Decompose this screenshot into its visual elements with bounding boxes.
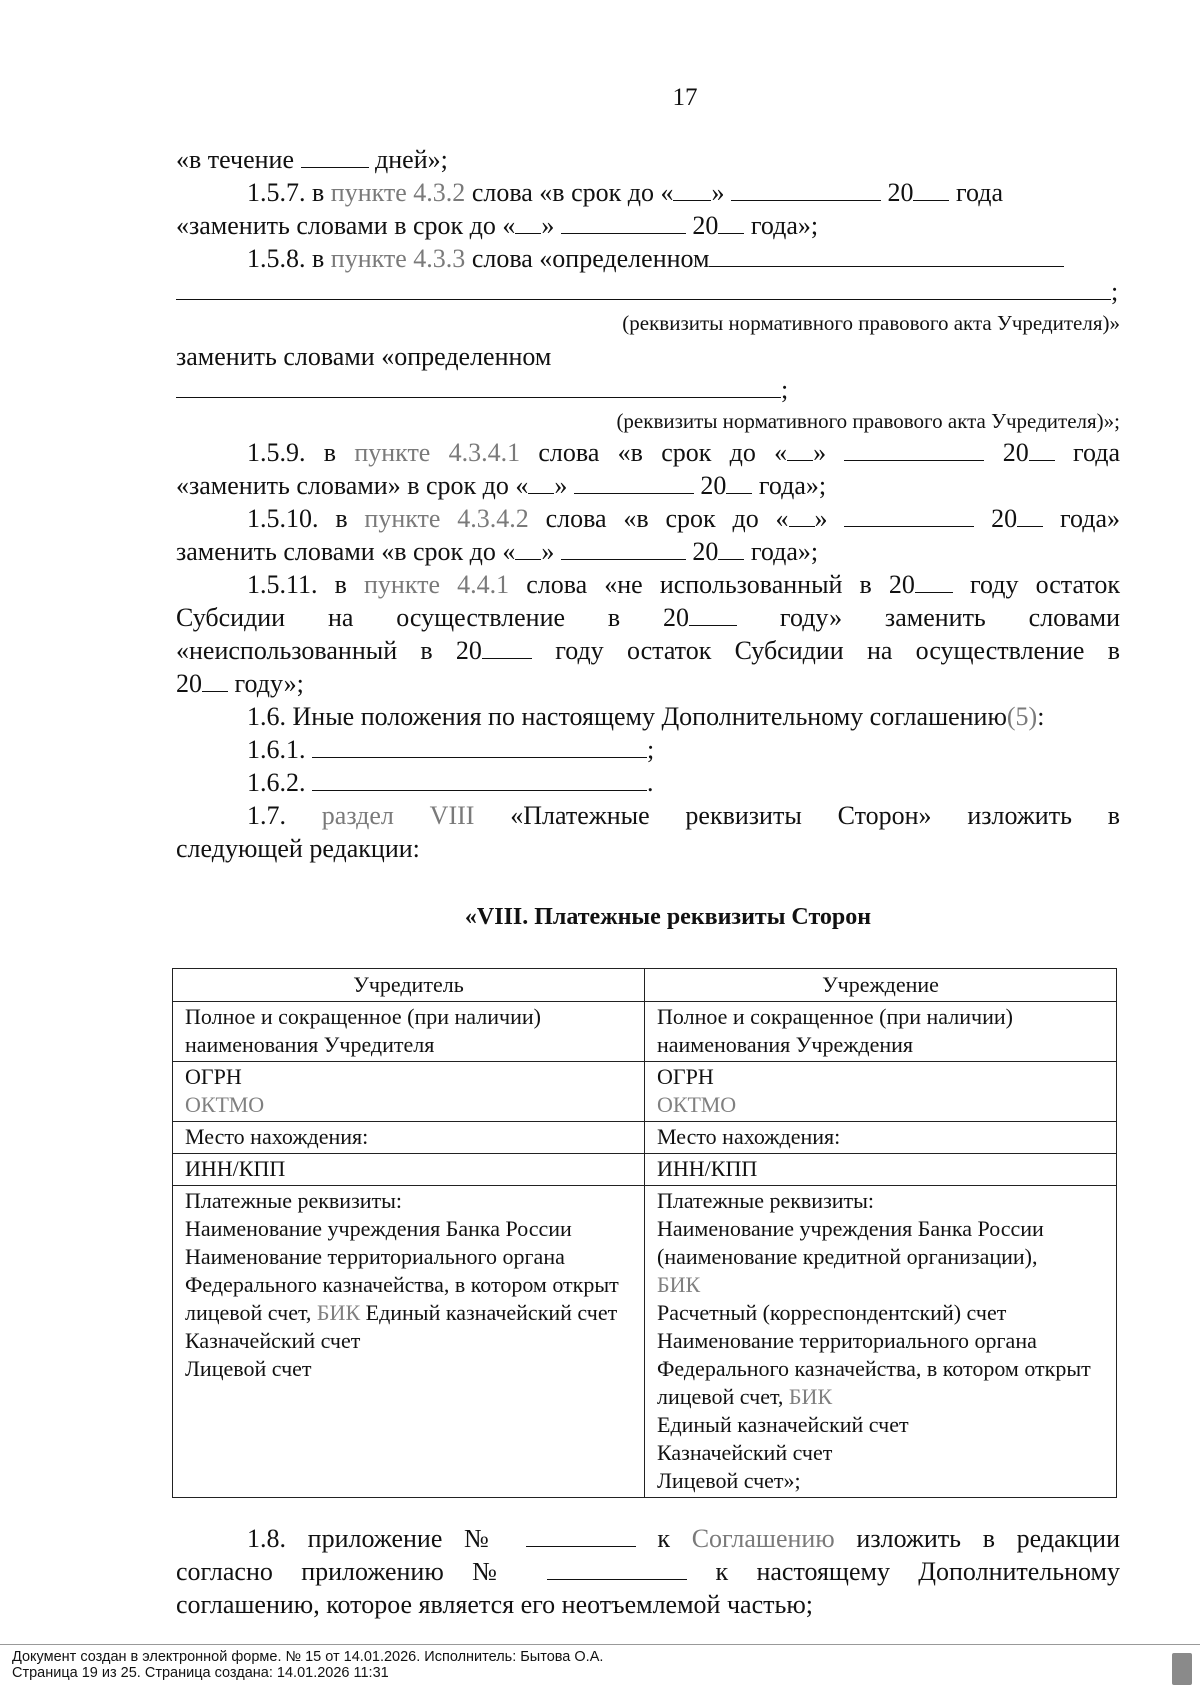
header-institution: Учреждение	[645, 969, 1117, 1002]
blank-line	[574, 471, 694, 494]
text: 1.5.10. в	[247, 504, 365, 533]
paragraph-1-5-9	[176, 436, 1120, 469]
text: .	[647, 768, 654, 797]
text: изложить в редакции	[834, 1524, 1120, 1553]
agreement-link[interactable]: Соглашению	[691, 1524, 835, 1553]
paragraph-1-5-7	[176, 176, 1120, 209]
blank-line	[515, 211, 541, 234]
text: »	[554, 471, 574, 500]
text: слова «в срок до «	[465, 178, 674, 207]
text: Наименование учреждения Банка России	[185, 1216, 572, 1241]
footer-divider	[0, 1644, 1200, 1645]
text: 1.6.1.	[247, 735, 312, 764]
barcode-icon	[1172, 1653, 1192, 1685]
text: Наименование учреждения Банка России (наименование кредитной организации),	[657, 1216, 1044, 1269]
text: году» заменить словами	[737, 603, 1121, 632]
cell-institution-address: Место нахождения:	[645, 1122, 1117, 1154]
paragraph-1-8	[176, 1522, 1120, 1555]
text: 20	[984, 438, 1029, 467]
cell-institution-ogrn	[645, 1062, 1117, 1122]
blank-line	[844, 438, 984, 461]
text: согласно приложению №	[176, 1557, 548, 1586]
section-title: «VIII. Платежные реквизиты Сторон	[464, 904, 872, 930]
blank-line	[526, 1524, 636, 1547]
text: :	[1037, 702, 1045, 731]
text: 1.5.8. в	[247, 244, 331, 273]
text: Платежные реквизиты:	[657, 1188, 875, 1213]
paragraph-1-6	[176, 700, 1120, 733]
clause-link-4-4-1[interactable]: пункте 4.4.1	[364, 570, 510, 599]
text: «заменить словами в срок до «	[176, 211, 516, 240]
paragraph-1-8-block	[176, 1522, 1120, 1621]
text: Казначейский счет	[657, 1440, 833, 1465]
ogrn-label: ОГРН	[185, 1064, 242, 1089]
text: года	[949, 178, 1004, 207]
blank-line	[673, 178, 711, 201]
text	[185, 1243, 632, 1355]
text: года	[1054, 438, 1121, 467]
text: »	[541, 211, 561, 240]
blank-line	[726, 471, 752, 494]
text: 20	[176, 669, 202, 698]
text: Расчетный (корреспондентский) счет	[657, 1300, 1007, 1325]
blank-line	[202, 669, 228, 692]
text: года»;	[744, 211, 819, 240]
text: 20	[685, 537, 719, 566]
text: Наименование территориального органа Федерального казначейства, в котором открыт лицевой счет,	[657, 1328, 1091, 1409]
paragraph-1-7	[176, 799, 1120, 832]
paragraph-1-5-11-line4	[176, 667, 1120, 700]
table-row	[173, 1186, 1117, 1498]
blank-line	[547, 1557, 687, 1580]
ogrn-label: ОГРН	[657, 1064, 714, 1089]
cell-founder-payment	[173, 1186, 645, 1498]
paragraph-1-5-11	[176, 568, 1120, 601]
table-header-row	[173, 969, 1117, 1002]
cell-founder-inn: ИНН/КПП	[173, 1154, 645, 1186]
text: 1.7.	[247, 801, 322, 830]
blank-line	[176, 375, 781, 398]
text: «заменить словами» в срок до «	[176, 471, 529, 500]
text: заменить словами «в срок до «	[176, 537, 516, 566]
text: »	[541, 537, 561, 566]
blank-line	[312, 735, 647, 758]
blank-line	[1029, 438, 1055, 461]
cell-founder-ogrn	[173, 1062, 645, 1122]
header-founder: Учредитель	[173, 969, 645, 1002]
text: ;	[1111, 277, 1119, 306]
paragraph-replace-rule	[176, 373, 1120, 406]
text: 1.5.7. в	[247, 178, 331, 207]
text: Единый казначейский счет Казначейский счет	[185, 1300, 618, 1353]
clause-link-4-3-3[interactable]: пункте 4.3.3	[330, 244, 466, 273]
text: года»;	[752, 471, 827, 500]
text: 1.8. приложение №	[247, 1524, 526, 1553]
blank-line	[915, 570, 953, 593]
paragraph-1-5-11-line3	[176, 634, 1120, 667]
text: «Платежные реквизиты Сторон» изложить в	[474, 801, 1121, 830]
text: 1.5.9. в	[247, 438, 355, 467]
cell-founder-address: Место нахождения:	[173, 1122, 645, 1154]
text: ;	[781, 375, 789, 404]
cell-institution-inn: ИНН/КПП	[645, 1154, 1117, 1186]
page-number: 17	[672, 84, 698, 111]
text: Лицевой счет»;	[657, 1468, 801, 1493]
blank-line	[528, 471, 554, 494]
text: года»;	[744, 537, 819, 566]
text: »	[814, 504, 845, 533]
note-legal-act-1: (реквизиты нормативного правового акта Учредителя)»	[622, 311, 1120, 335]
clause-link-4-3-4-2[interactable]: пункте 4.3.4.2	[364, 504, 529, 533]
bik-link[interactable]: БИК	[657, 1272, 701, 1297]
text: «в течение	[176, 145, 301, 174]
paragraph-1-8-line2	[176, 1555, 1120, 1588]
text: »	[711, 178, 731, 207]
cell-institution-name: Полное и сокращенное (при наличии) наименования Учреждения	[645, 1002, 1117, 1062]
blank-line	[789, 504, 815, 527]
bik-link[interactable]: БИК	[788, 1384, 833, 1409]
payment-details-table	[172, 968, 1117, 1498]
paragraph-1-5-10-line2	[176, 535, 1120, 568]
paragraph-1-5-9-line2	[176, 469, 1120, 502]
text: «неиспользованный в 20	[176, 636, 482, 665]
blank-line	[176, 277, 1111, 300]
text: года»	[1043, 504, 1121, 533]
blank-line	[787, 438, 813, 461]
oktmo-link[interactable]: ОКТМО	[657, 1092, 737, 1117]
text: 1.6. Иные положения по настоящему Дополнительному соглашению	[247, 702, 1007, 731]
text: 1.5.11. в	[247, 570, 364, 599]
blank-line	[731, 178, 881, 201]
text: слова «в срок до «	[528, 504, 789, 533]
text	[657, 1327, 1104, 1411]
section-link-viii[interactable]: раздел VIII	[321, 801, 475, 830]
text: году остаток	[952, 570, 1120, 599]
blank-line	[709, 244, 1064, 267]
text: Лицевой счет	[185, 1356, 312, 1381]
note-legal-act-2: (реквизиты нормативного правового акта Учредителя)»;	[616, 409, 1120, 433]
cell-founder-name: Полное и сокращенное (при наличии) наименования Учредителя	[173, 1002, 645, 1062]
paragraph-1-7-line2: следующей редакции:	[176, 834, 420, 863]
paragraph-1-5-7-line2	[176, 209, 1120, 242]
oktmo-link[interactable]: ОКТМО	[185, 1092, 265, 1117]
text: слова «не использованный в 20	[509, 570, 915, 599]
paragraph-days	[176, 143, 1120, 176]
blank-line	[515, 537, 541, 560]
text: к	[635, 1524, 692, 1553]
blank-line	[301, 145, 369, 168]
paragraph-1-5-8	[176, 242, 1120, 275]
paragraph-1-8-line3: соглашению, которое является его неотъемлемой частью;	[176, 1590, 813, 1619]
paragraph-1-6-2	[176, 766, 1120, 799]
blank-line	[844, 504, 974, 527]
blank-line	[1017, 504, 1043, 527]
text: году»;	[228, 669, 304, 698]
blank-line	[561, 211, 686, 234]
blank-line	[913, 178, 949, 201]
document-footer	[12, 1649, 1162, 1681]
text: Единый казначейский счет	[657, 1412, 909, 1437]
paragraph-1-5-11-line2	[176, 601, 1120, 634]
text: к настоящему Дополнительному	[687, 1557, 1121, 1586]
footnote-link-5[interactable]: (5)	[1006, 702, 1038, 731]
paragraph-replace	[176, 340, 1120, 373]
text: слова «определенном	[465, 244, 710, 273]
text: Платежные реквизиты:	[185, 1188, 403, 1213]
table-row	[173, 1122, 1117, 1154]
blank-line	[689, 603, 737, 626]
paragraph-1-6-1	[176, 733, 1120, 766]
document-body	[176, 143, 1120, 1621]
text: 1.6.2.	[247, 768, 312, 797]
blank-line	[718, 211, 744, 234]
footer-line-2: Страница 19 из 25. Страница создана: 14.01.2026 11:31	[12, 1665, 389, 1681]
footer-line-1: Документ создан в электронной форме. № 15 от 14.01.2026. Исполнитель: Бытова О.А.	[12, 1649, 604, 1665]
text: дней»;	[368, 145, 448, 174]
text: заменить словами «определенном	[176, 342, 552, 371]
text: 20	[974, 504, 1018, 533]
bik-link[interactable]: БИК	[316, 1300, 361, 1325]
paragraph-1-5-8-rule	[176, 275, 1120, 308]
text: слова «в срок до «	[520, 438, 788, 467]
cell-institution-payment	[645, 1186, 1117, 1498]
blank-line	[482, 636, 532, 659]
clause-link-4-3-4-1[interactable]: пункте 4.3.4.1	[354, 438, 521, 467]
blank-line	[561, 537, 686, 560]
blank-line	[718, 537, 744, 560]
clause-link-4-3-2[interactable]: пункте 4.3.2	[330, 178, 466, 207]
text: 20	[685, 211, 719, 240]
text: ;	[647, 735, 655, 764]
table-row	[173, 1002, 1117, 1062]
text: »	[813, 438, 845, 467]
text: году остаток Субсидии на осуществление в	[531, 636, 1120, 665]
paragraph-1-5-10	[176, 502, 1120, 535]
table-row	[173, 1154, 1117, 1186]
table-row	[173, 1062, 1117, 1122]
text: 20	[693, 471, 727, 500]
text: Наименование территориального органа Федерального казначейства, в котором открыт лицевой счет,	[185, 1244, 619, 1325]
text: 20	[880, 178, 914, 207]
text: Субсидии на осуществление в 20	[176, 603, 690, 632]
blank-line	[312, 768, 647, 791]
